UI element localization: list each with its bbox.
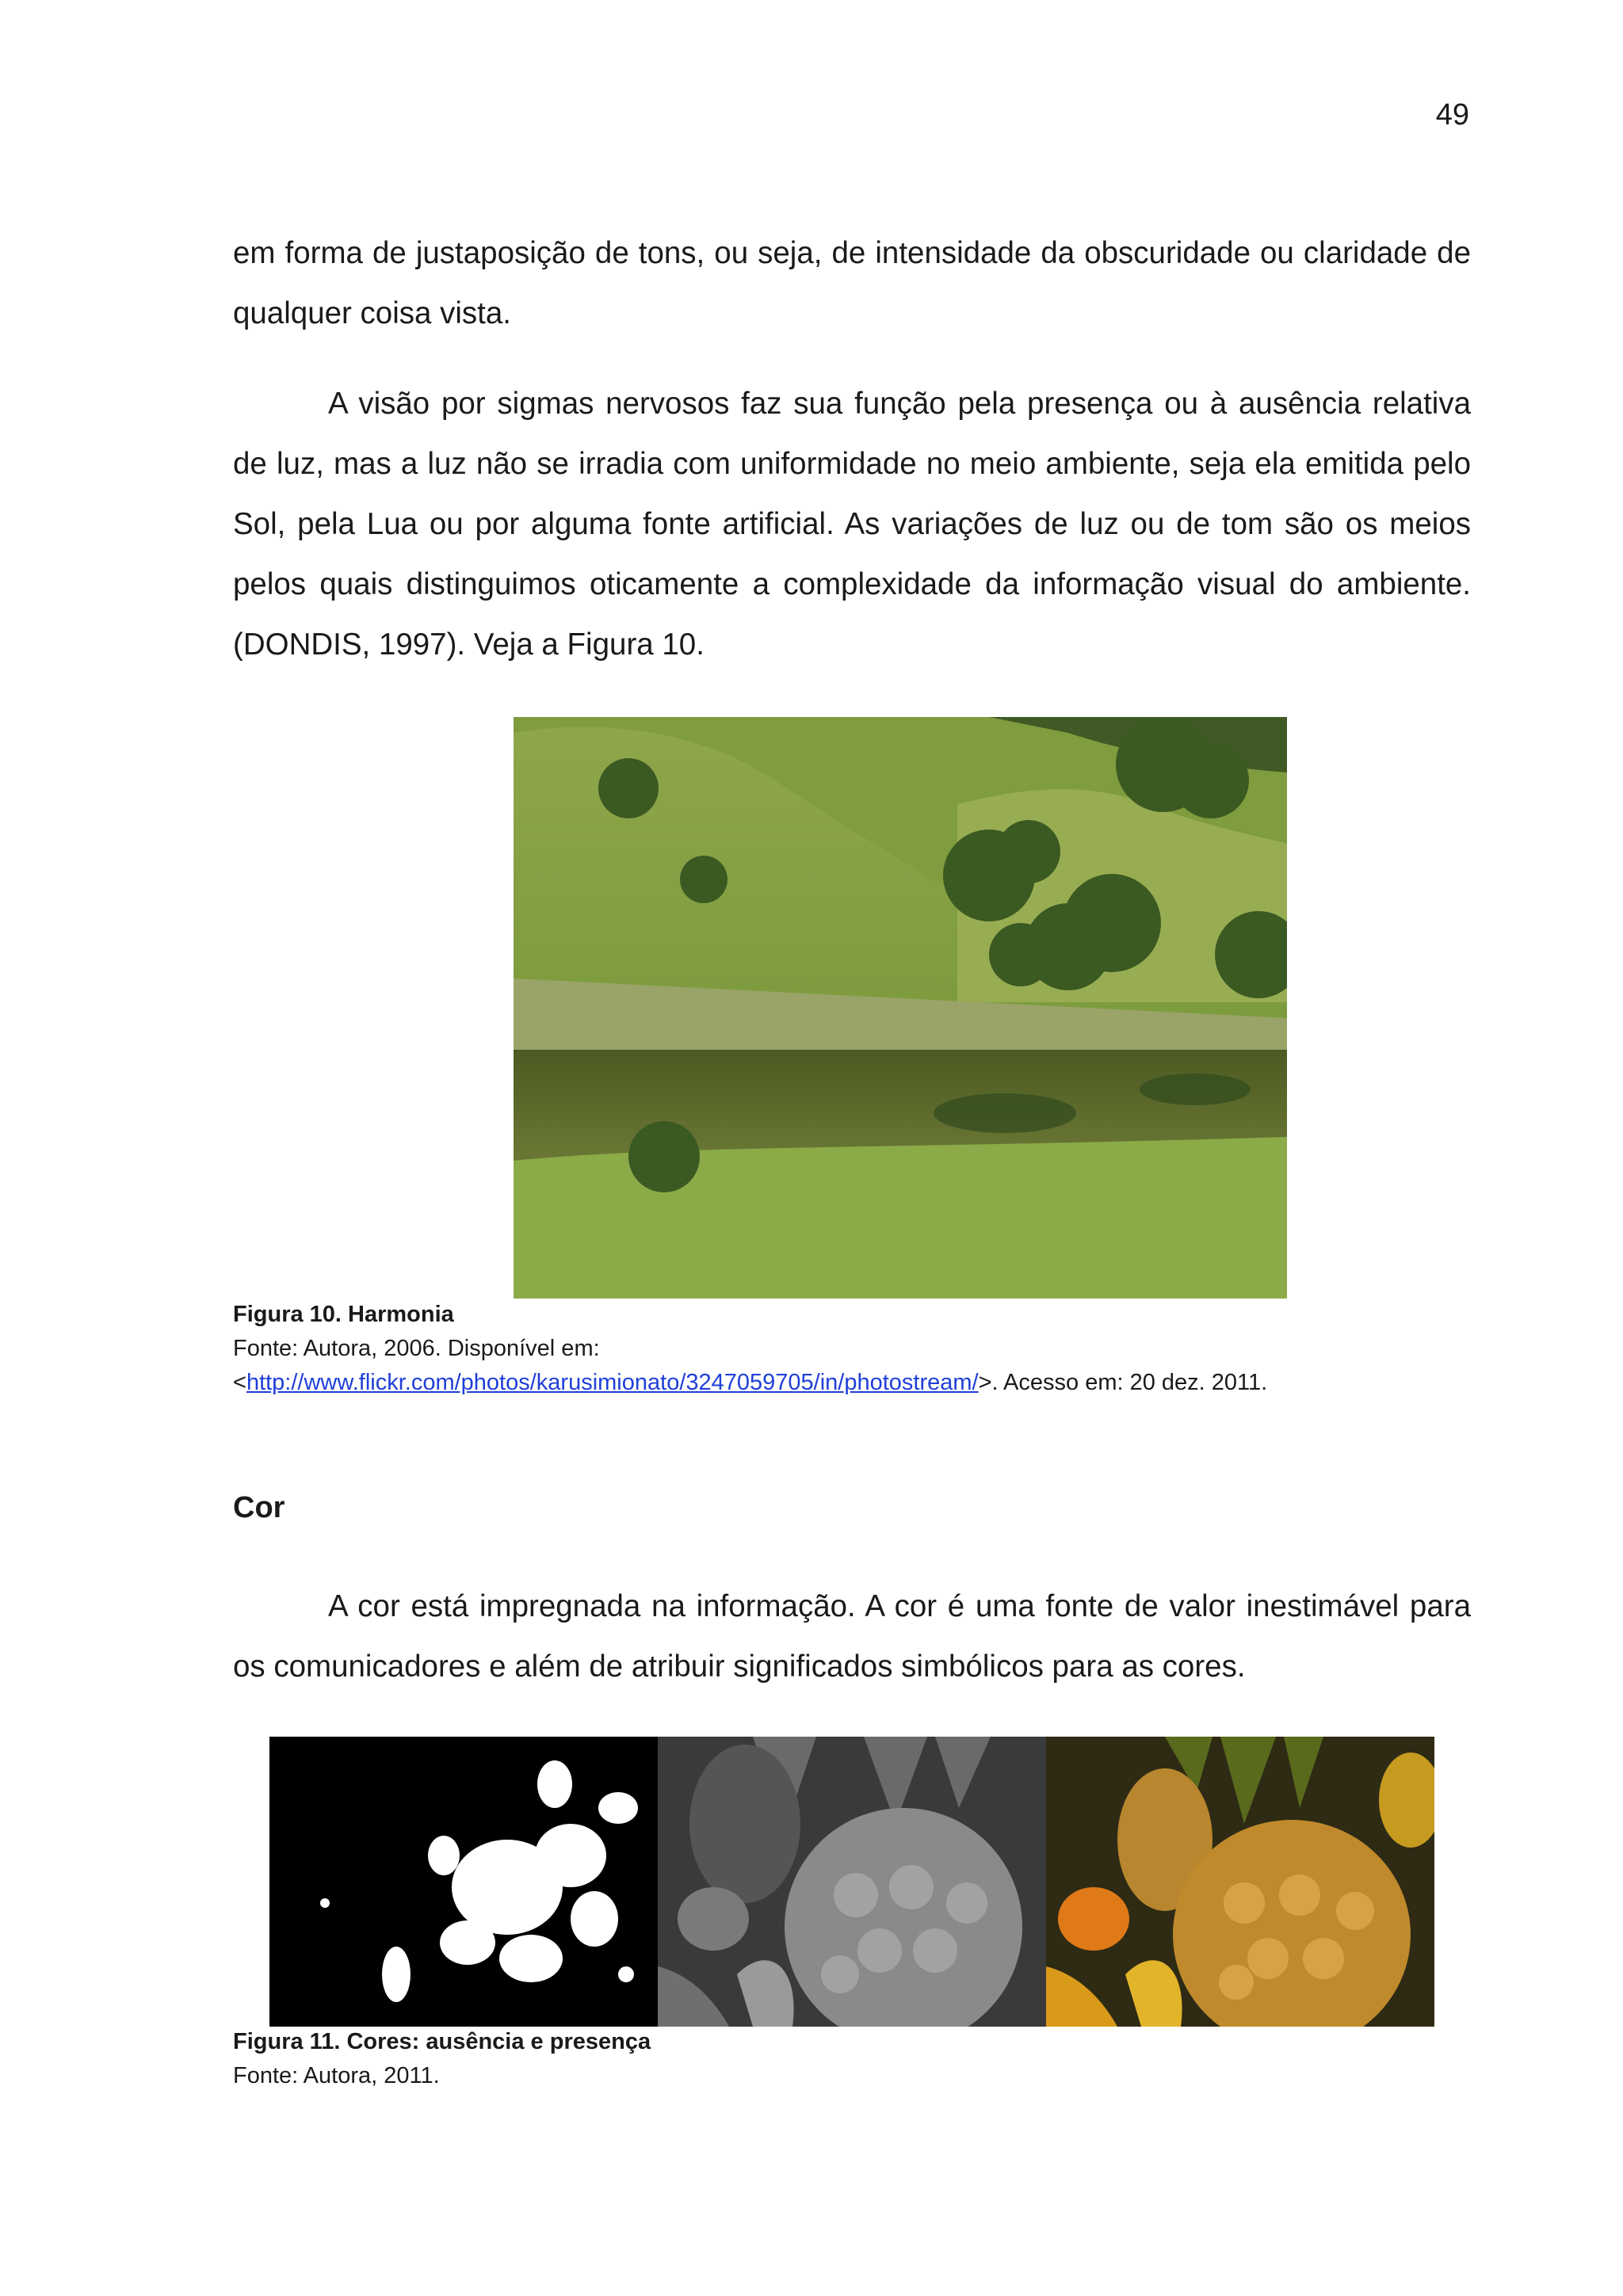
pineapple-color-panel bbox=[1046, 1737, 1434, 2027]
pineapple-grayscale-panel bbox=[658, 1737, 1046, 2027]
figure-11-source: Fonte: Autora, 2011. bbox=[233, 2063, 440, 2088]
figure-10-source: Fonte: Autora, 2006. Disponível em: bbox=[233, 1336, 600, 1361]
body-paragraph-2: A visão por sigmas nervosos faz sua função pela presença ou à ausência relativa de luz, mas a luz não se irradia com uniformidade no meio ambiente, seja ela emitida pelo Sol, pela Lua ou por alguma fonte artificial. As variações de luz ou de tom são os meios pelos quais distinguimos oticamente a complexidade da informação visual do ambiente. (DONDIS, 1997). Veja a Figura 10. bbox=[233, 387, 1471, 662]
pineapple-binary-panel bbox=[269, 1737, 658, 2027]
figure-11-title: Figura 11. Cores: ausência e presença bbox=[233, 2029, 651, 2054]
figure-10-link-line bbox=[233, 1366, 1267, 1400]
figure-10-title: Figura 10. Harmonia bbox=[233, 1302, 454, 1327]
access-date: >. Acesso em: 20 dez. 2011. bbox=[978, 1370, 1268, 1395]
figure-11-caption bbox=[233, 2025, 651, 2093]
link-open-bracket: < bbox=[233, 1370, 246, 1395]
body-paragraph-cor: A cor está impregnada na informação. A cor é uma fonte de valor inestimável para os comunicadores e além de atribuir significados simbólicos para as cores. bbox=[233, 1589, 1471, 1684]
section-heading-cor: Cor bbox=[233, 1491, 285, 1524]
body-paragraph-1: em forma de justaposição de tons, ou seja, de intensidade da obscuridade ou claridade de qualquer coisa vista. bbox=[233, 236, 1471, 330]
figure-10-caption bbox=[233, 1298, 1267, 1400]
figure-11-pineapple-triptych bbox=[269, 1737, 1434, 2027]
page-number: 49 bbox=[1435, 98, 1469, 132]
flickr-link[interactable]: http://www.flickr.com/photos/karusimionato/3247059705/in/photostream/ bbox=[246, 1370, 979, 1395]
figure-10-landscape-photo bbox=[514, 717, 1287, 1299]
